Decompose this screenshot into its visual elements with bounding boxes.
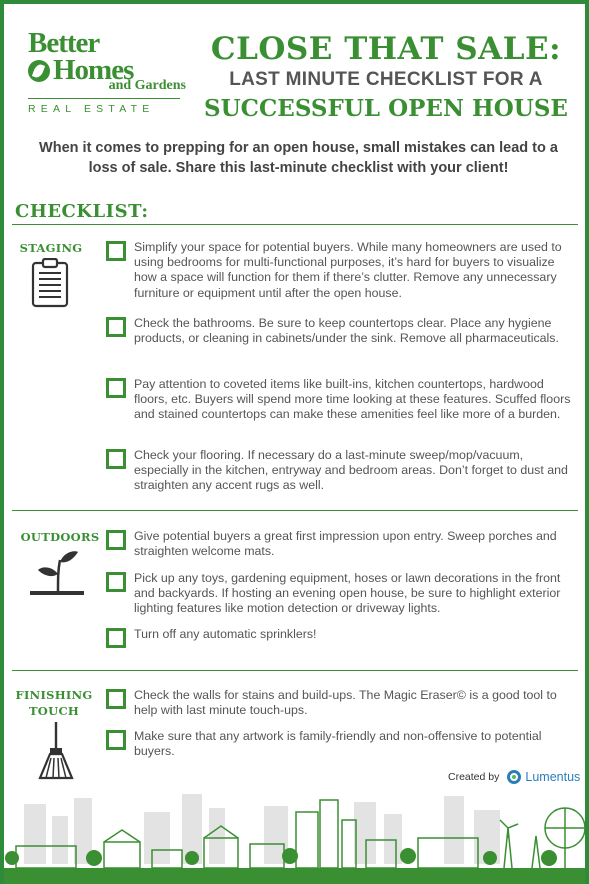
checklist-item [106,377,578,423]
checklist-item-text: Check your flooring. If necessary do a last-minute sweep/mop/vacuum, especially in the kitchen, entryway and bedroom areas. Don’t forget to dust and straighten any accent rugs as well. [134,448,568,493]
checklist-item-text: Simplify your space for potential buyers. While many homeowners are used to using bedrooms for multi-functional purposes, it’s hard for buyers to visualize how a space will function for them if there’s clutter. Remove any unnecessary furniture or equipment until after the open house. [134,240,562,300]
created-by-credit [448,770,580,784]
broom-icon [36,720,76,784]
checklist-heading: CHECKLIST: [15,201,149,222]
brand-logo-line2: Homes [53,54,134,86]
checklist-item [106,627,578,648]
city-skyline-icon [4,784,585,884]
checklist-item [106,240,578,301]
checkbox[interactable] [106,572,126,592]
clipboard-icon [30,258,70,308]
section-label-outdoors: OUTDOORS [20,530,100,544]
brand-logo-line1: Better [28,27,100,59]
brand-logo [28,27,188,115]
section-label-staging: STAGING [19,241,83,255]
brand-logo-divider [28,98,180,99]
checkbox[interactable] [106,730,126,750]
checkbox[interactable] [106,628,126,648]
checklist-item [106,571,578,617]
title-line3: SUCCESSFUL OPEN HOUSE [204,95,568,122]
checklist-item-text: Check the bathrooms. Be sure to keep countertops clear. Place any hygiene products, or cleaning in cabinets/under the sink. Remove all pharmaceuticals. [134,316,559,346]
checklist-item-text: Pay attention to coveted items like built-ins, kitchen countertops, hardwood floors, etc. Buyers will spend more time looking at these features. Scuffed floors and stained countertops can make these amenities feel like more of a burden. [134,377,571,422]
checkbox[interactable] [106,241,126,261]
checkbox[interactable] [106,317,126,337]
intro-text: When it comes to prepping for an open house, small mistakes can lead to a loss of sale. Share this last-minute checklist with your client! [39,140,558,176]
section-divider [12,224,578,225]
checkbox[interactable] [106,689,126,709]
checklist-item-text: Check the walls for stains and build-ups. The Magic Eraser© is a good tool to help with last minute touch-ups. [134,688,557,718]
brand-logo-subtitle: REAL ESTATE [28,103,155,115]
checklist-item [106,448,578,494]
checkbox[interactable] [106,378,126,398]
checkbox[interactable] [106,449,126,469]
leaf-icon [28,60,50,82]
checklist-item [106,688,578,718]
section-label-line2: TOUCH [28,704,80,718]
credit-prefix: Created by [448,771,500,783]
checklist-item-text: Pick up any toys, gardening equipment, hoses or lawn decorations in the front and backyards. If hosting an evening open house, be sure to highlight exterior lighting features like motion detection or driveway lights. [134,571,561,616]
checkbox[interactable] [106,530,126,550]
checklist-item-text: Turn off any automatic sprinklers! [134,627,317,641]
title-line1: CLOSE THAT SALE: [210,31,562,67]
checklist-item-text: Give potential buyers a great first impression upon entry. Sweep porches and straighten welcome mats. [134,529,557,559]
seedling-icon [28,548,86,598]
section-divider [12,510,578,511]
credit-brand: Lumentus [525,770,581,784]
section-divider [12,670,578,671]
checklist-item [106,316,578,346]
checklist-item-text: Make sure that any artwork is family-friendly and non-offensive to potential buyers. [134,729,542,759]
checklist-item [106,729,578,759]
checklist-item [106,529,578,559]
section-label-line1: FINISHING [15,688,93,702]
page-title [196,30,576,125]
section-label-finishing-touch [14,687,94,719]
brand-logo-line3: and Gardens [108,78,186,93]
lumentus-logo-icon [507,770,521,784]
title-line2: LAST MINUTE CHECKLIST FOR A [229,69,543,90]
